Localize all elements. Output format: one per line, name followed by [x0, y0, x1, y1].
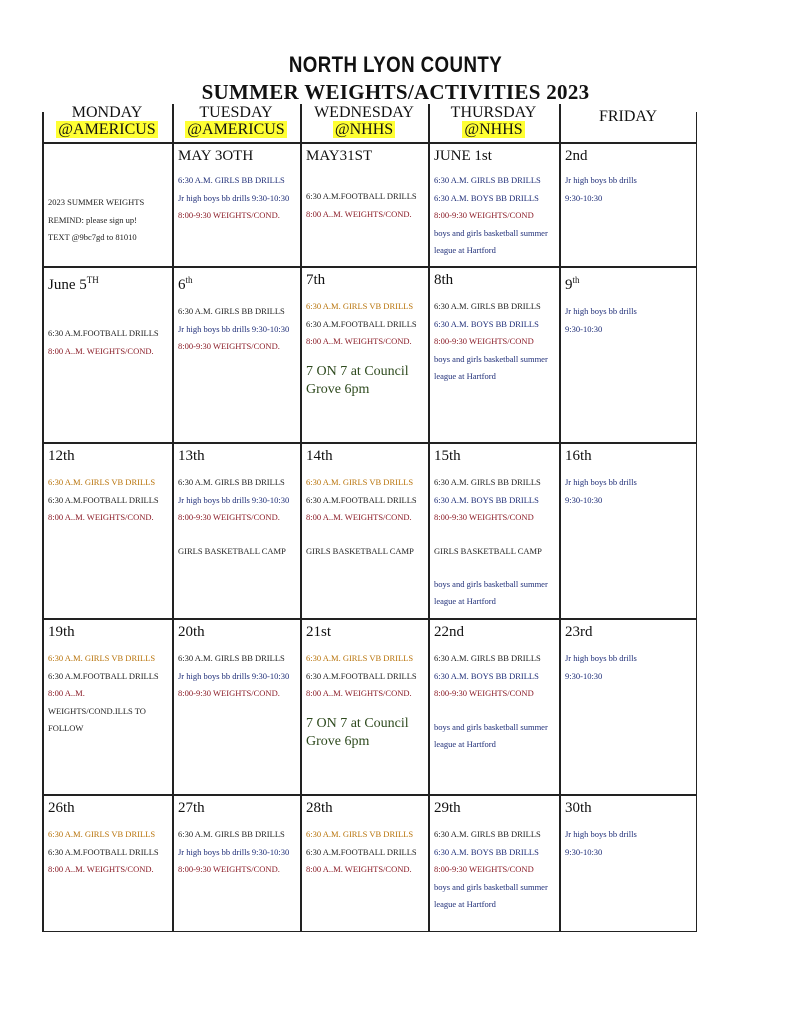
schedule-line: 8:00-9:30 WEIGHTS/COND	[434, 688, 534, 698]
schedule-line: Jr high boys bb drills 9:30-10:30	[178, 323, 290, 334]
day-number: 2nd	[565, 148, 588, 164]
header-location: @AMERICUS	[187, 121, 285, 138]
schedule-line: 6:30 A.M.FOOTBALL DRILLS	[306, 670, 417, 681]
schedule-line: 6:30 A.M. GIRLS BB DRILLS	[434, 175, 541, 185]
day-cell	[172, 144, 300, 265]
schedule-line: 9:30-10:30	[565, 494, 603, 505]
schedule-line: 6:30 A.M. BOYS BB DRILLS	[434, 318, 539, 329]
day-date	[48, 624, 172, 640]
day-cell	[42, 268, 172, 441]
schedule-line: 6:30 A.M. BOYS BB DRILLS	[434, 494, 539, 505]
header-4	[559, 108, 697, 125]
schedule-line: 6:30 A.M. GIRLS BB DRILLS	[178, 306, 285, 316]
day-number: 23rd	[565, 624, 593, 640]
schedule-line: Jr high boys bb drills 9:30-10:30	[178, 670, 290, 681]
schedule-line: 6:30 A.M. GIRLS BB DRILLS	[178, 653, 285, 663]
grid-horizontal-line	[42, 266, 697, 268]
schedule-line: 8:00 A..M.	[48, 688, 85, 698]
day-number: 19th	[48, 624, 75, 640]
schedule-line: 6:30 A.M. GIRLS VB DRILLS	[306, 301, 414, 311]
schedule-line: 8:00 A..M. WEIGHTS/COND.	[48, 345, 154, 356]
grid-horizontal-line	[42, 794, 697, 796]
day-number: 9	[565, 277, 573, 293]
day-cell	[428, 444, 559, 617]
day-number: 22nd	[434, 624, 464, 640]
day-number: 27th	[178, 800, 205, 816]
grid-horizontal-line	[42, 442, 697, 444]
grid-horizontal-line	[42, 618, 697, 620]
schedule-line: 6:30 A.M. GIRLS BB DRILLS	[434, 477, 541, 487]
day-cell	[172, 444, 300, 617]
schedule-line: 9:30-10:30	[565, 192, 603, 203]
day-number: 30th	[565, 800, 592, 816]
schedule-line: boys and girls basketball summer league at Hartford	[434, 721, 548, 749]
day-cell	[300, 796, 428, 931]
header-day: TUESDAY	[199, 104, 273, 121]
header-2	[300, 104, 428, 138]
day-cell	[172, 620, 300, 793]
schedule-line: Jr high boys bb drills	[565, 653, 637, 663]
schedule-line: GIRLS BASKETBALL CAMP	[434, 545, 542, 556]
day-date	[434, 624, 559, 640]
schedule-line: boys and girls basketball summer league at Hartford	[434, 579, 548, 606]
day-date	[178, 272, 300, 293]
header-day: WEDNESDAY	[314, 104, 414, 121]
schedule-line: 8:00-9:30 WEIGHTS/COND.	[178, 864, 280, 874]
day-cell	[428, 620, 559, 793]
day-date	[178, 800, 300, 816]
grid-vertical-line	[172, 104, 174, 932]
schedule-line: boys and girls basketball summer league at Hartford	[434, 353, 548, 381]
document-subtitle: SUMMER WEIGHTS/ACTIVITIES 2023	[201, 80, 590, 104]
schedule-line: 6:30 A.M. GIRLS BB DRILLS	[178, 829, 285, 839]
schedule-line: 6:30 A.M. GIRLS VB DRILLS	[48, 653, 156, 663]
schedule-line: 6:30 A.M.FOOTBALL DRILLS	[306, 191, 417, 201]
header-day: THURSDAY	[450, 104, 537, 121]
schedule-line: 6:30 A.M.FOOTBALL DRILLS	[48, 846, 159, 857]
day-number: 6	[178, 277, 186, 293]
schedule-line: 6:30 A.M.FOOTBALL DRILLS	[48, 670, 159, 681]
header-location: @NHHS	[334, 121, 394, 138]
day-cell	[42, 796, 172, 931]
day-date	[434, 800, 559, 816]
day-date	[565, 800, 697, 816]
day-number: 26th	[48, 800, 75, 816]
day-number: 14th	[306, 448, 333, 464]
day-cell	[428, 268, 559, 441]
day-cell	[428, 144, 559, 265]
schedule-line: GIRLS BASKETBALL CAMP	[178, 545, 286, 556]
day-cell	[559, 620, 697, 793]
schedule-line: TEXT @9bc7gd to 81010	[48, 232, 137, 242]
schedule-line: 6:30 A.M. GIRLS BB DRILLS	[434, 301, 541, 311]
schedule-line: 6:30 A.M.FOOTBALL DRILLS	[306, 494, 417, 505]
schedule-line: 6:30 A.M. GIRLS VB DRILLS	[306, 653, 414, 663]
schedule-line: 6:30 A.M. BOYS BB DRILLS	[434, 192, 539, 203]
day-date	[48, 448, 172, 464]
schedule-line: 6:30 A.M. GIRLS BB DRILLS	[178, 175, 285, 185]
event-highlight: 7 ON 7 at Council Grove 6pm	[306, 715, 409, 749]
day-date	[306, 624, 428, 640]
day-cell	[559, 268, 697, 441]
day-date	[565, 148, 697, 164]
day-number: 20th	[178, 624, 205, 640]
header-location: @AMERICUS	[58, 121, 156, 138]
day-number: MAY 3OTH	[178, 148, 254, 164]
schedule-line: 9:30-10:30	[565, 846, 603, 857]
schedule-line: 2023 SUMMER WEIGHTS	[48, 197, 145, 207]
day-date	[306, 448, 428, 464]
day-suffix: TH	[86, 275, 99, 285]
day-date	[306, 800, 428, 816]
schedule-line: 6:30 A.M. BOYS BB DRILLS	[434, 670, 539, 681]
day-cell	[172, 268, 300, 441]
schedule-line: 8:00-9:30 WEIGHTS/COND	[434, 512, 534, 522]
schedule-line: Jr high boys bb drills	[565, 477, 637, 487]
day-date	[48, 272, 172, 293]
schedule-line: 8:00-9:30 WEIGHTS/COND.	[178, 512, 280, 522]
day-date	[565, 448, 697, 464]
schedule-line: 6:30 A.M. GIRLS VB DRILLS	[306, 829, 414, 839]
schedule-line: 6:30 A.M. GIRLS BB DRILLS	[434, 653, 541, 663]
day-date	[434, 448, 559, 464]
day-cell	[559, 444, 697, 617]
schedule-line: REMIND: please sign up!	[48, 214, 138, 225]
day-date	[48, 800, 172, 816]
schedule-line: 6:30 A.M. GIRLS BB DRILLS	[178, 477, 285, 487]
day-number: 16th	[565, 448, 592, 464]
schedule-line: Jr high boys bb drills	[565, 306, 637, 316]
schedule-line: 6:30 A.M. GIRLS VB DRILLS	[306, 477, 414, 487]
day-cell	[42, 144, 172, 265]
day-number: 12th	[48, 448, 75, 464]
day-cell	[559, 796, 697, 931]
day-number: 29th	[434, 800, 461, 816]
day-number: 15th	[434, 448, 461, 464]
header-3	[428, 104, 559, 138]
day-cell	[42, 444, 172, 617]
schedule-line: 6:30 A.M.FOOTBALL DRILLS	[306, 846, 417, 857]
schedule-line: Jr high boys bb drills 9:30-10:30	[178, 846, 290, 857]
day-number: 21st	[306, 624, 332, 640]
header-day: FRIDAY	[598, 108, 658, 125]
schedule-line: 8:00 A..M. WEIGHTS/COND.	[48, 864, 154, 874]
day-cell	[428, 796, 559, 931]
event-highlight: 7 ON 7 at Council Grove 6pm	[306, 363, 409, 397]
header-0	[42, 104, 172, 138]
day-date	[178, 148, 300, 164]
day-date	[434, 148, 559, 164]
calendar-grid	[42, 104, 697, 932]
day-date	[434, 272, 559, 288]
schedule-line: 6:30 A.M. GIRLS VB DRILLS	[48, 829, 156, 839]
day-cell	[300, 268, 428, 441]
header-location: @NHHS	[464, 121, 523, 138]
schedule-line: 8:00-9:30 WEIGHTS/COND	[434, 864, 534, 874]
schedule-line: boys and girls basketball summer league at Hartford	[434, 881, 548, 909]
day-number: June 5	[48, 277, 87, 293]
schedule-line: 6:30 A.M. GIRLS BB DRILLS	[434, 829, 541, 839]
day-suffix: th	[185, 275, 193, 285]
day-number: 7th	[306, 272, 326, 288]
schedule-line: 9:30-10:30	[565, 670, 603, 681]
schedule-line: 8:00 A..M. WEIGHTS/COND.	[306, 512, 412, 522]
day-suffix: th	[572, 275, 580, 285]
schedule-line: 8:00 A..M. WEIGHTS/COND.	[306, 336, 412, 346]
schedule-line: 8:00 A..M. WEIGHTS/COND.	[48, 512, 154, 522]
document-title: NORTH LYON COUNTY	[288, 52, 503, 77]
schedule-line: WEIGHTS/COND.ILLS TO FOLLOW	[48, 705, 146, 733]
day-number: 13th	[178, 448, 205, 464]
day-date	[306, 272, 428, 288]
grid-vertical-line	[42, 112, 44, 932]
day-date	[565, 272, 697, 293]
schedule-line: Jr high boys bb drills	[565, 829, 637, 839]
schedule-line: 8:00 A..M. WEIGHTS/COND.	[306, 688, 412, 698]
day-number: JUNE 1st	[434, 148, 492, 164]
schedule-line: 8:00-9:30 WEIGHTS/COND.	[178, 341, 280, 351]
day-cell	[300, 444, 428, 617]
schedule-line: GIRLS BASKETBALL CAMP	[306, 545, 414, 556]
day-date	[48, 148, 172, 164]
schedule-line: 8:00-9:30 WEIGHTS/COND	[434, 210, 534, 220]
day-cell	[300, 144, 428, 265]
day-number: MAY31ST	[306, 148, 373, 164]
day-number: 28th	[306, 800, 333, 816]
day-number: 8th	[434, 272, 454, 288]
grid-vertical-line	[559, 104, 561, 932]
schedule-line: 6:30 A.M. BOYS BB DRILLS	[434, 846, 539, 857]
day-cell	[42, 620, 172, 793]
day-cell	[300, 620, 428, 793]
day-date	[306, 148, 428, 164]
schedule-line: Jr high boys bb drills 9:30-10:30	[178, 494, 290, 505]
schedule-line: 6:30 A.M. GIRLS VB DRILLS	[48, 477, 156, 487]
day-cell	[172, 796, 300, 931]
schedule-line: 8:00-9:30 WEIGHTS/COND.	[178, 210, 280, 220]
schedule-line: boys and girls basketball summer league at Hartford	[434, 227, 548, 255]
schedule-line: 6:30 A.M.FOOTBALL DRILLS	[306, 318, 417, 329]
day-date	[565, 624, 697, 640]
day-date	[178, 448, 300, 464]
grid-horizontal-line	[42, 142, 697, 144]
schedule-line: 9:30-10:30	[565, 323, 603, 334]
grid-vertical-line	[428, 104, 430, 932]
day-date	[178, 624, 300, 640]
grid-vertical-line	[300, 104, 302, 932]
schedule-line: 8:00-9:30 WEIGHTS/COND	[434, 336, 534, 346]
grid-horizontal-line	[42, 931, 697, 933]
schedule-line: 8:00-9:30 WEIGHTS/COND.	[178, 688, 280, 698]
schedule-line: 6:30 A.M.FOOTBALL DRILLS	[48, 328, 159, 338]
schedule-line: 8:00 A..M. WEIGHTS/COND.	[306, 208, 412, 219]
header-1	[172, 104, 300, 138]
schedule-line: Jr high boys bb drills	[565, 175, 637, 185]
schedule-line: 8:00 A..M. WEIGHTS/COND.	[306, 864, 412, 874]
day-cell	[559, 144, 697, 265]
grid-vertical-line	[696, 112, 698, 932]
schedule-line: 6:30 A.M.FOOTBALL DRILLS	[48, 494, 159, 505]
schedule-line: Jr high boys bb drills 9:30-10:30	[178, 192, 290, 203]
header-day: MONDAY	[71, 104, 143, 121]
